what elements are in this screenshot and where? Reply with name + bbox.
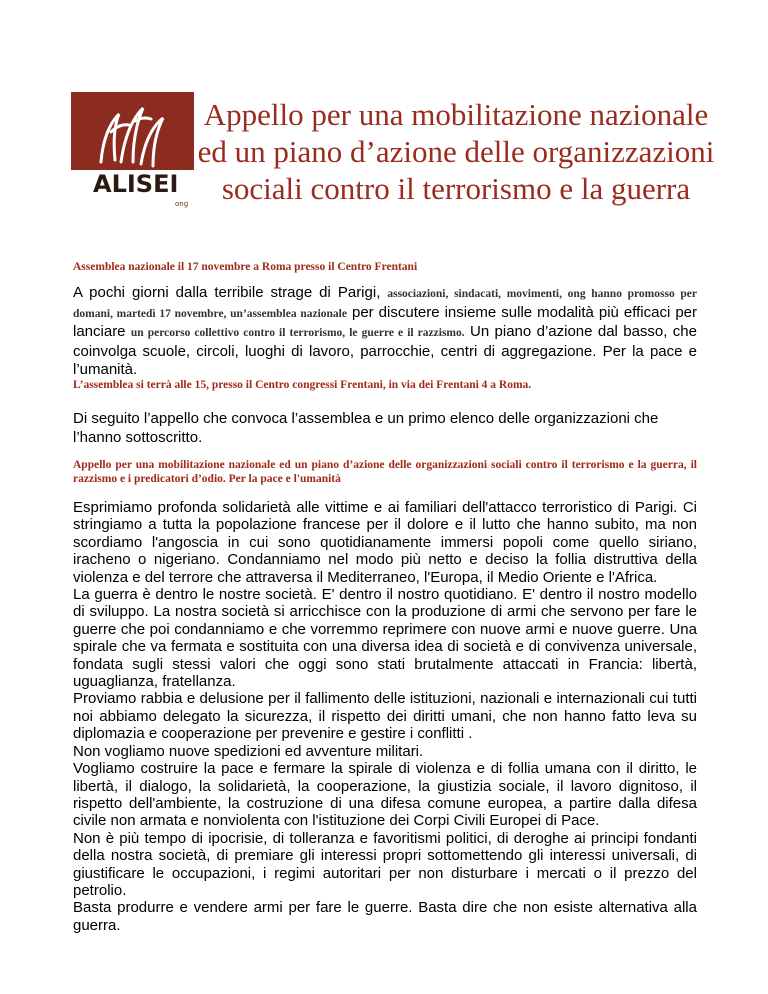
appeal-intro-paragraph: Di seguito l’appello che convoca l’assemblea e un primo elenco delle organizzazioni che l’hanno sottoscritto. bbox=[73, 410, 659, 446]
subheading-location: L’assemblea si terrà alle 15, presso il Centro congressi Frentani, in via dei Frentani 4 a Roma. bbox=[73, 379, 532, 391]
body-paragraph: Proviamo rabbia e delusione per il fallimento delle istituzioni, nazionali e internazionali cui tutti noi abbiamo delegato la sicurezza, il rispetto dei diritti umani, che non hanno fatto leva su diplomazia e cooperazione per prevenire e gestire i conflitti . bbox=[73, 690, 697, 743]
alisei-logo bbox=[71, 92, 194, 215]
title-line: sociali contro il terrorismo e la guerra bbox=[221, 171, 691, 206]
body-paragraph: Non vogliamo nuove spedizioni ed avventure militari. bbox=[73, 742, 424, 760]
body-paragraph: La guerra è dentro le nostre società. E' dentro il nostro quotidiano. E' dentro il nostro modello di sviluppo. La nostra società si arricchisce con la produzione di armi che servono per fare le guerre che poi condanniamo e che vorremmo reprimere con nuove armi e nuove guerre. Una spirale che va fermata e sostituita con una diversa idea di società e di convivenza universale, fondata sugli stessi valori che oggi sono stati brutalmente attaccati in Francia: libertà, uguaglianza, fratellanza. bbox=[73, 586, 697, 691]
intro-text: Un piano d’azione dal basso, che coinvolga scuole, circoli, luoghi di lavoro, parrocchie, centri di aggregazione. Per la pace e l’umanità. bbox=[73, 323, 697, 379]
body-paragraph: Vogliamo costruire la pace e fermare la spirale di violenza e di follia umana con il diritto, le libertà, il dialogo, la solidarietà, la cooperazione, la giustizia sociale, il lavoro dignitoso, il rispetto dell'ambiente, la costruzione di una difesa comune europea, a partire dalla difesa civile non armata e nonviolenta con l'istituzione dei Corpi Civili Europei di Pace. bbox=[73, 760, 697, 830]
subheading-assembly: Assemblea nazionale il 17 novembre a Roma presso il Centro Frentani bbox=[73, 261, 418, 273]
title-line: Appello per una mobilitazione nazionale bbox=[203, 97, 709, 132]
subheading-appeal: Appello per una mobilitazione nazionale ed un piano d’azione delle organizzazioni sociali contro il terrorismo e la guerra, il razzismo e i predicatori d’odio. Per la pace e l'umanità bbox=[73, 459, 697, 485]
body-paragraph: Esprimiamo profonda solidarietà alle vittime e ai familiari dell'attacco terroristico di Parigi. Ci stringiamo a tutta la popolazione francese per il dolore e il lutto che hanno subito, ma non scordiamo l'angoscia in cui sono quotidianamente immersi popoli come quello siriano, iracheno o nigeriano. Condanniamo nel modo più netto e deciso la follia distruttiva della violenza e del terrore che attraversa il Mediterraneo, l'Europa, il Medio Oriente e l'Africa. bbox=[73, 499, 697, 586]
body-paragraph: Non è più tempo di ipocrisie, di tolleranza e favoritismi politici, di deroghe ai principi fondanti della nostra società, di premiare gli interessi propri sottomettendo gli interessi universali, di giustificare le occupazioni, i regimi autoritari per non disturbare i mercati o il prezzo del petrolio. bbox=[73, 829, 697, 899]
intro-text-small: un percorso collettivo contro il terrorismo, le guerre e il razzismo. bbox=[130, 327, 465, 340]
logo-wordmark: ALISEI bbox=[93, 170, 179, 198]
page-title bbox=[196, 96, 716, 207]
logo-subtext: ong bbox=[175, 200, 189, 208]
title-line: ed un piano d’azione delle organizzazioni bbox=[197, 134, 715, 169]
intro-text: per discutere insieme sulle modalità più efficaci per lanciare bbox=[73, 303, 697, 341]
appeal-body bbox=[73, 499, 697, 934]
intro-paragraph bbox=[73, 284, 697, 380]
body-paragraph: Basta produrre e vendere armi per fare le guerre. Basta dire che non esiste alternativa alla guerra. bbox=[73, 899, 697, 934]
intro-text: A pochi giorni dalla terribile strage di Parigi, bbox=[73, 284, 388, 301]
intro-text-small: associazioni, sindacati, movimenti, ong hanno promosso per domani, martedì 17 novembre, un’assemblea nazionale bbox=[73, 288, 697, 320]
